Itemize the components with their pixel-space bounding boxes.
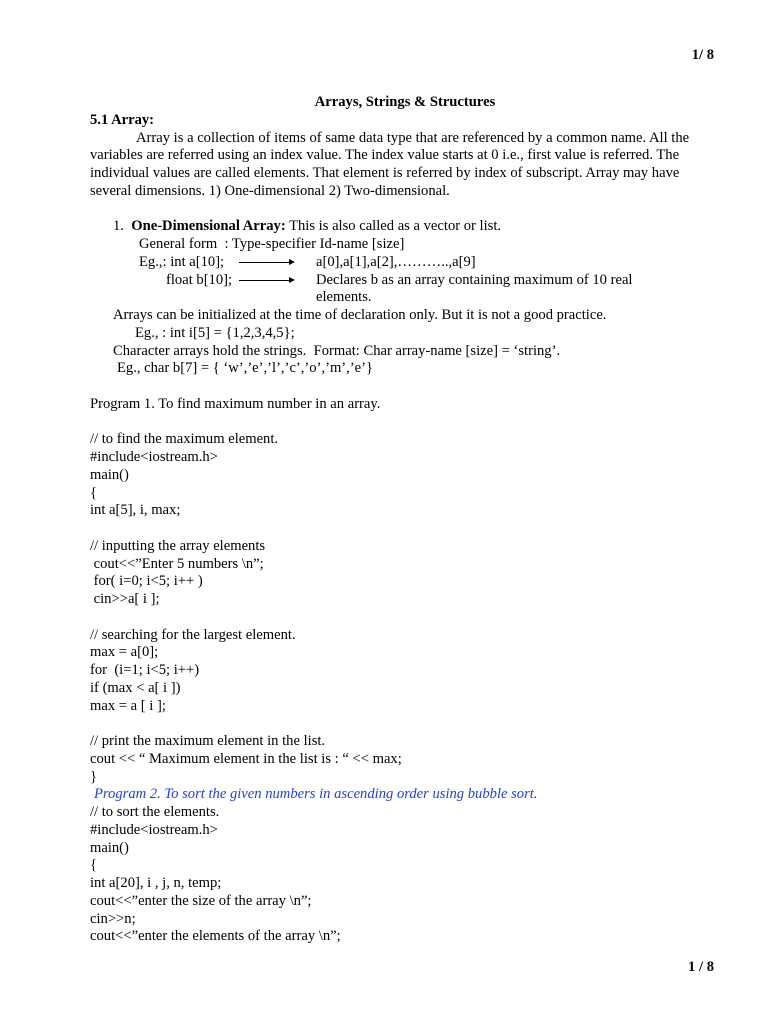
page-number-top: 1/ 8 xyxy=(691,47,714,63)
code-line: // to sort the elements. xyxy=(90,804,220,820)
char-array-text: Character arrays hold the strings. Format: Char array-name [size] = ‘string’. xyxy=(113,342,561,359)
program-1-title: Program 1. To find maximum number in an array. xyxy=(90,395,381,412)
code-line: // inputting the array elements xyxy=(90,537,266,554)
program-2-code xyxy=(90,804,720,946)
one-dim-heading-line xyxy=(90,218,720,236)
code-line: { xyxy=(90,484,98,501)
code-line: max = a[0]; xyxy=(90,644,159,661)
intro-paragraph: Array is a collection of items of same data type that are referenced by a common name. All the variables are referred using an index value. The index value starts at 0 i.e., first value is referred. The individual values are called elements. That element is referred by index of subscript. Array may have several dimensions. 1) One-dimensional 2) Two-dimensional. xyxy=(90,129,690,199)
code-line: // searching for the largest element. xyxy=(90,626,296,643)
code-line: int a[5], i, max; xyxy=(90,502,181,519)
example-1-right: a[0],a[1],a[2],………..,a[9] xyxy=(316,253,476,270)
code-line xyxy=(90,520,720,538)
code-line: // print the maximum element in the list. xyxy=(90,733,326,749)
code-line: { xyxy=(90,857,98,874)
example-row-1 xyxy=(90,254,720,272)
code-line: // to find the maximum element. xyxy=(90,431,279,448)
page-title: Arrays, Strings & Structures xyxy=(314,94,496,110)
code-line: cout << “ Maximum element in the list is : “ << max; xyxy=(90,750,402,767)
code-line: cout<<”enter the elements of the array \n”; xyxy=(90,928,341,945)
code-line: int a[20], i , j, n, temp; xyxy=(90,875,222,891)
code-line xyxy=(90,609,720,627)
code-line: main() xyxy=(90,466,129,483)
code-line: if (max < a[ i ]) xyxy=(90,679,181,696)
code-line: cin>>a[ i ]; xyxy=(90,591,160,607)
code-line: cin>>n; xyxy=(90,910,136,927)
code-line xyxy=(90,715,720,733)
code-line: max = a [ i ]; xyxy=(90,697,166,714)
one-dim-heading-rest: This is also called as a vector or list. xyxy=(285,218,502,235)
example-2-right: Declares b as an array containing maximum of 10 real elements. xyxy=(316,271,633,306)
right-arrow-icon xyxy=(239,280,293,281)
list-number: 1. xyxy=(113,218,124,235)
right-arrow-icon xyxy=(239,262,293,263)
one-dim-heading: One-Dimensional Array: xyxy=(131,218,286,235)
code-line: main() xyxy=(90,839,129,856)
code-line: for( i=0; i<5; i++ ) xyxy=(90,573,203,590)
init-example: Eg., : int i[5] = {1,2,3,4,5}; xyxy=(135,324,295,341)
document-body xyxy=(90,94,720,946)
program-1-code xyxy=(90,431,720,786)
general-form: General form : Type-specifier Id-name [size] xyxy=(139,236,405,252)
code-line: #include<iostream.h> xyxy=(90,449,218,465)
code-line: } xyxy=(90,768,98,785)
program-2-title: Program 2. To sort the given numbers in ascending order using bubble sort. xyxy=(94,786,538,803)
code-line: for (i=1; i<5; i++) xyxy=(90,662,200,678)
char-array-example: Eg., char b[7] = { ‘w’,’e’,’l’,’c’,’o’,’m’,’e’} xyxy=(117,360,374,377)
section-heading: 5.1 Array: xyxy=(90,111,155,128)
code-line: cout<<”Enter 5 numbers \n”; xyxy=(90,555,264,572)
code-line: #include<iostream.h> xyxy=(90,821,218,838)
init-text: Arrays can be initialized at the time of declaration only. But it is not a good practice. xyxy=(113,307,607,323)
code-line: cout<<”enter the size of the array \n”; xyxy=(90,892,312,909)
example-1-left: Eg.,: int a[10]; xyxy=(139,253,225,270)
example-2-left: float b[10]; xyxy=(166,271,233,288)
example-row-2 xyxy=(90,272,720,308)
page-number-bottom: 1 / 8 xyxy=(688,959,714,975)
